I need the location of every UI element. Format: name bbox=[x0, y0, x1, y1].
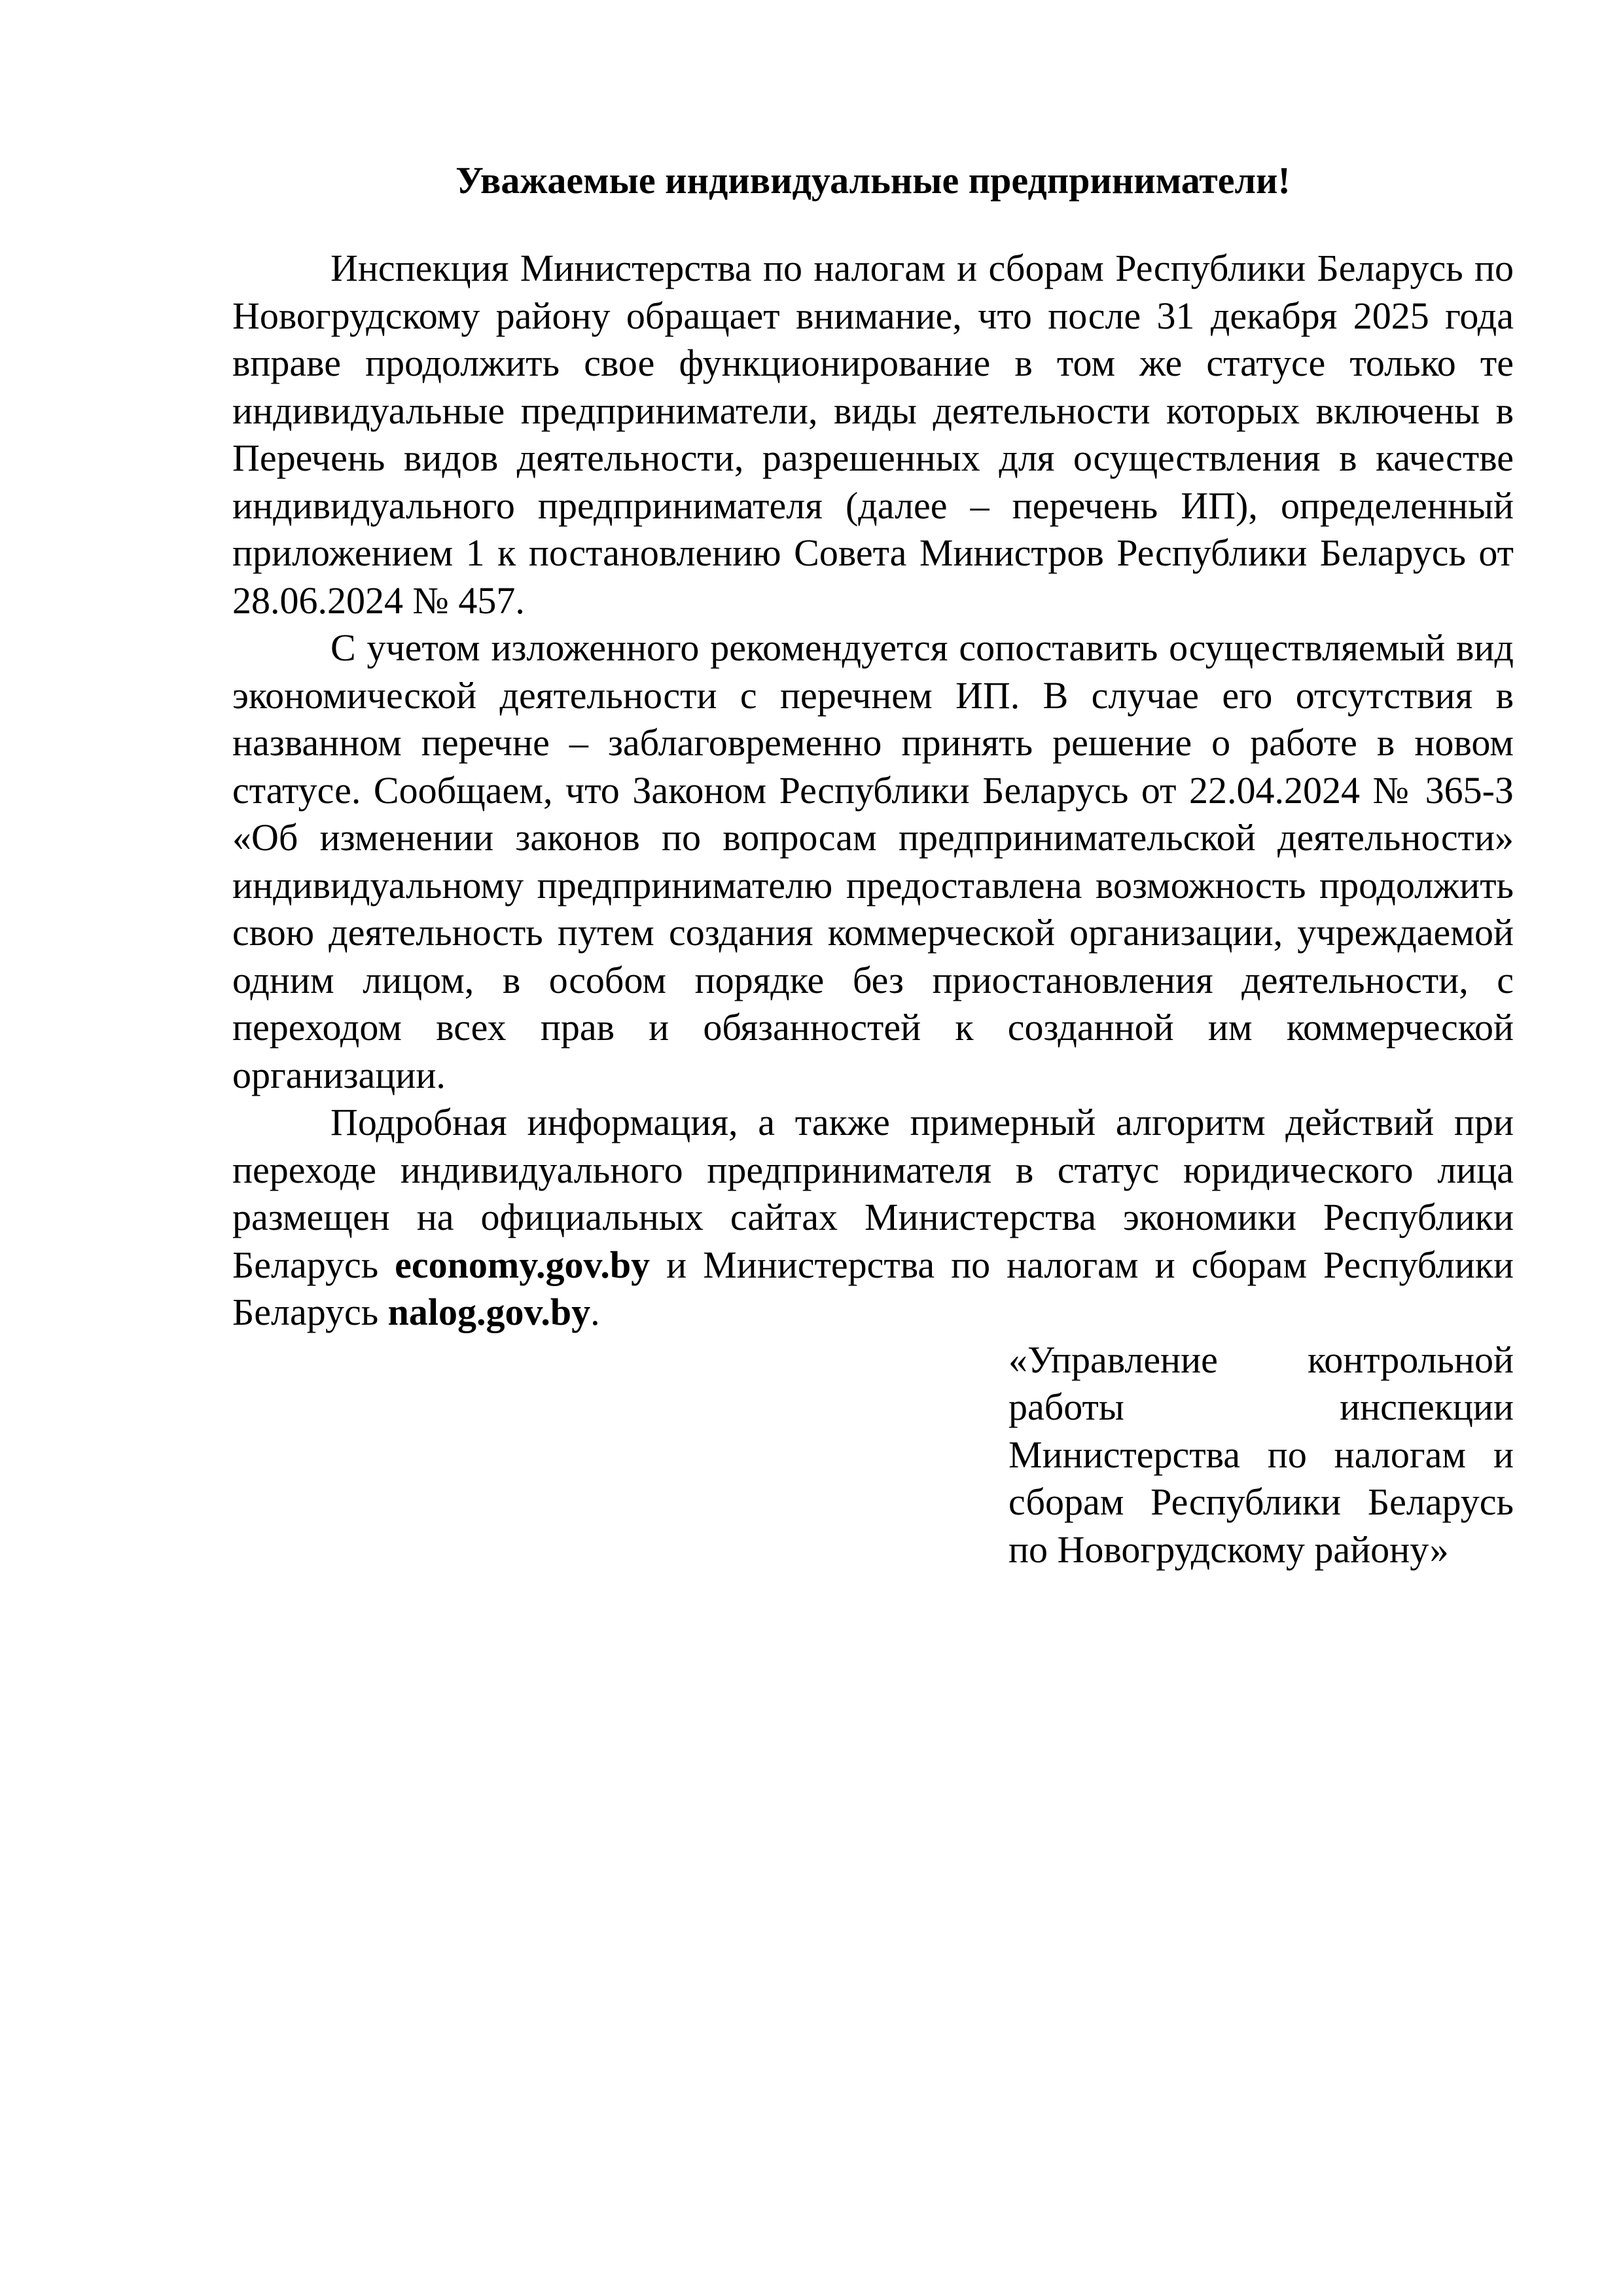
paragraph-3-text-end: . bbox=[590, 1291, 600, 1333]
paragraph-1: Инспекция Министерства по налогам и сборам Республики Беларусь по Новогрудскому району обращает внимание, что после 31 декабря 2025 года вправе продолжить свое функционирование в том же статусе только те индивидуальные предприниматели, виды деятельности которых включены в Перечень видов деятельности, разрешенных для осуществления в качестве индивидуального предпринимателя (далее – перечень ИП), определенный приложением 1 к постановлению Совета Министров Республики Беларусь от 28.06.2024 № 457. bbox=[232, 247, 1514, 622]
paragraph-2: С учетом изложенного рекомендуется сопоставить осуществляемый вид экономической деятельности с перечнем ИП. В случае его отсутствия в названном перечне – заблаговременно принять решение о работе в новом статусе. Сообщаем, что Законом Республики Беларусь от 22.04.2024 № 365-З «Об изменении законов по вопросам предпринимательской деятельности» индивидуальному предпринимателю предоставлена возможность продолжить свою деятельность путем создания коммерческой организации, учреждаемой одним лицом, в особом порядке без приостановления деятельности, с переходом всех прав и обязанностей к созданной им коммерческой организации. bbox=[232, 626, 1514, 1096]
document-body bbox=[232, 157, 1514, 1573]
paragraph-3-text-middle: и Министерства по налогам и сборам Республики Беларусь bbox=[232, 1243, 1514, 1333]
nalog-website: nalog.gov.by bbox=[387, 1291, 591, 1333]
paragraph-3-text-start: Подробная информация, а также примерный алгоритм действий при переходе индивидуального предпринимателя в статус юридического лица размещен на официальных сайтах Министерства экономики Республики Беларусь bbox=[232, 1101, 1514, 1286]
economy-website: economy.gov.by bbox=[395, 1243, 651, 1286]
paragraph-3 bbox=[232, 1099, 1514, 1336]
document-title: Уважаемые индивидуальные предприниматели! bbox=[455, 159, 1291, 202]
signature-block: «Управление контрольной работы инспекции Министерства по налогам и сборам Республики Беларусь по Новогрудскому району» bbox=[1008, 1338, 1514, 1571]
